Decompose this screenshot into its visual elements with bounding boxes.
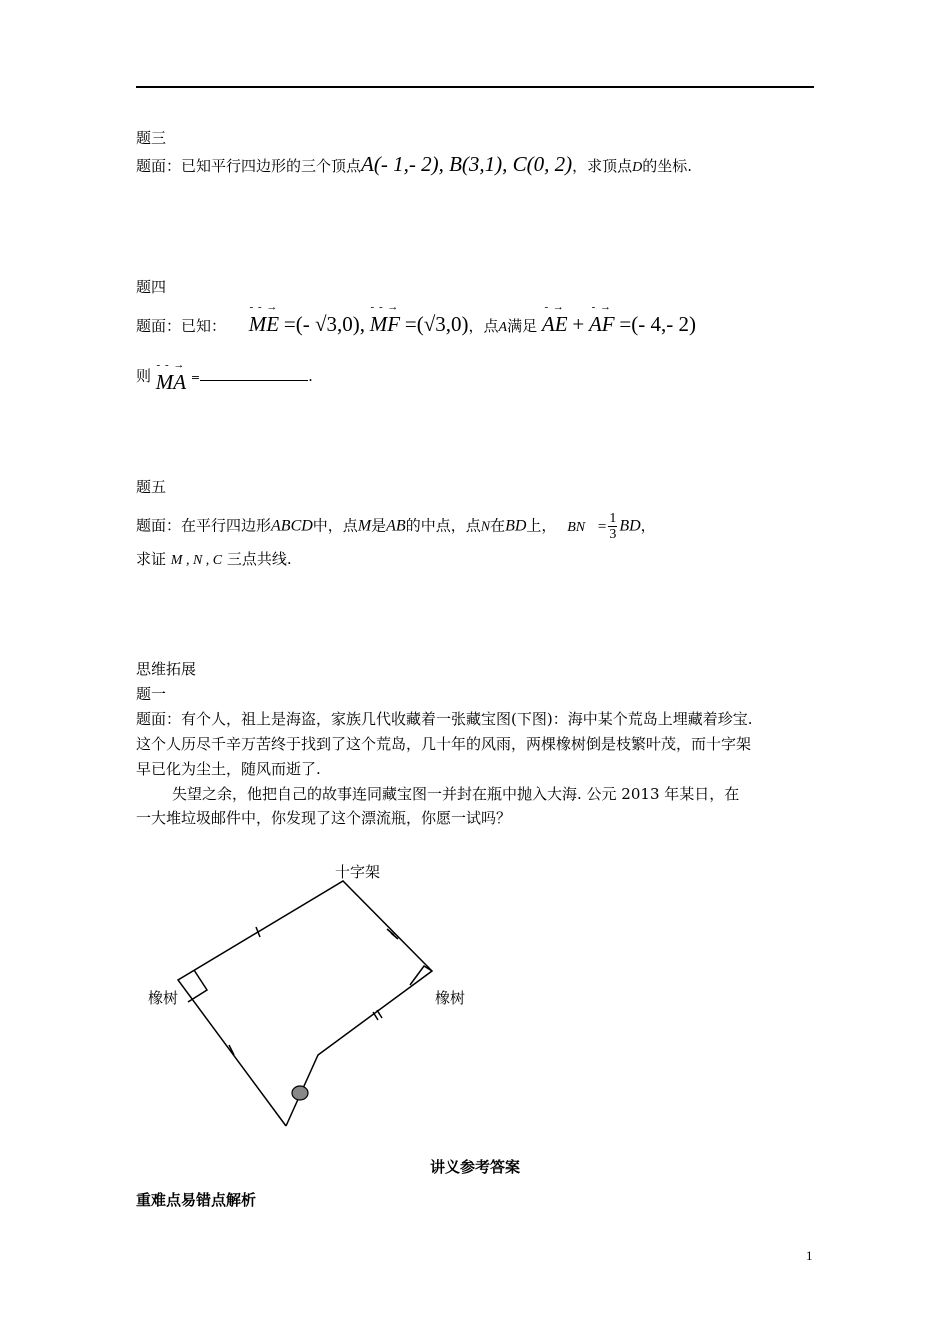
- vector-arrow-icon: - →: [591, 301, 612, 313]
- q5-t3: 的中点，点: [405, 516, 481, 535]
- q3-prefix: 题面：已知平行四边形的三个顶点: [136, 157, 362, 175]
- q3-point-d: D: [632, 160, 643, 175]
- q4-eq2: =(√3,0): [404, 312, 469, 336]
- ext-p2: 这个人历尽千辛万苦终于找到了这个荒岛，几十年的风雨，两棵橡树倒是枝繁叶茂，而十字架: [136, 735, 752, 753]
- q5-t6: ，: [640, 516, 656, 535]
- answers-heading: 讲义参考答案: [429, 1158, 520, 1176]
- page-number: 1: [806, 1248, 813, 1263]
- q3-points: A(- 1,- 2), B(3,1), C(0, 2): [361, 152, 573, 176]
- vector-ma: - - → MA: [155, 359, 187, 394]
- q5-m: M: [357, 517, 372, 535]
- q4-mid-a: ，点: [468, 317, 499, 335]
- q5-mnc: M , N , C: [170, 553, 223, 568]
- right-right-angle-mark: [410, 966, 432, 985]
- q5-n: N: [480, 519, 491, 535]
- q4-then: 则: [136, 367, 152, 385]
- ext-p4: 失望之余，他把自己的故事连同藏宝图一并封在瓶中抛入大海. 公元 2013 年某日，在: [172, 785, 740, 803]
- q4-point-a: A: [498, 320, 508, 335]
- vector-me: - - → ME: [248, 301, 280, 336]
- q5-bd: BD: [505, 517, 527, 535]
- vector-mf: - - → MF: [369, 301, 401, 336]
- q5-eq: =: [597, 518, 607, 535]
- q5-bn: BN: [567, 519, 586, 535]
- q4-end: .: [308, 367, 313, 385]
- q5-line2-prefix: 求证: [136, 550, 167, 568]
- tick-mark: [377, 1010, 382, 1018]
- vector-arrow-icon: - - →: [370, 301, 400, 313]
- q3-title: 题三: [136, 129, 167, 147]
- q3-suffix-a: ，求顶点: [572, 157, 633, 175]
- ext-title: 题一: [136, 685, 167, 703]
- q5-t4: 在: [490, 516, 506, 535]
- vector-ae: - → AE: [541, 301, 568, 336]
- left-tree-label: 橡树: [148, 989, 179, 1007]
- fraction-one-third: $\frac{1}{3}$: [609, 511, 617, 542]
- section-title: 思维拓展: [136, 660, 197, 678]
- vector-arrow-icon: - - →: [156, 359, 186, 371]
- q5-bd2: BD: [619, 517, 641, 535]
- q5-prefix: 题面：在平行四边形: [136, 516, 272, 535]
- ext-p5: 一大堆垃圾邮件中，你发现了这个漂流瓶，你愿一试吗？: [136, 809, 512, 827]
- q4-eq3: =(- 4,- 2): [619, 312, 696, 336]
- cross-label: 十字架: [335, 863, 381, 881]
- q5-t1: 中，点: [312, 516, 358, 535]
- ext-p1: 题面：有个人，祖上是海盗，家族几代收藏着一张藏宝图(下图)：海中某个荒岛上埋藏着珍宝.: [136, 710, 753, 728]
- treasure-marker-icon: [292, 1086, 308, 1100]
- q3-suffix-b: 的坐标.: [642, 157, 693, 175]
- q5-abcd: ABCD: [271, 517, 313, 535]
- q5-title: 题五: [136, 478, 167, 496]
- q4-title: 题四: [136, 278, 167, 296]
- q5-t2: 是: [371, 516, 387, 535]
- q4-prefix: 题面：已知：: [136, 317, 227, 335]
- q5-t5: 上，: [526, 516, 557, 535]
- q4-equals: =: [190, 371, 201, 384]
- vector-arrow-icon: - →: [544, 301, 565, 313]
- answers-subheading: 重难点易错点解析: [136, 1191, 257, 1209]
- vector-arrow-icon: - - →: [249, 301, 279, 313]
- q4-plus: +: [572, 312, 585, 336]
- vector-af: - → AF: [588, 301, 615, 336]
- ext-p3: 早已化为尘土，随风而逝了.: [136, 760, 321, 778]
- right-tree-label: 橡树: [435, 989, 466, 1007]
- q5-line2-suffix: 三点共线.: [226, 550, 292, 568]
- q5-ab: AB: [386, 517, 406, 535]
- q4-eq1: =(- √3,0),: [283, 312, 366, 336]
- q4-mid-b: 满足: [507, 317, 538, 335]
